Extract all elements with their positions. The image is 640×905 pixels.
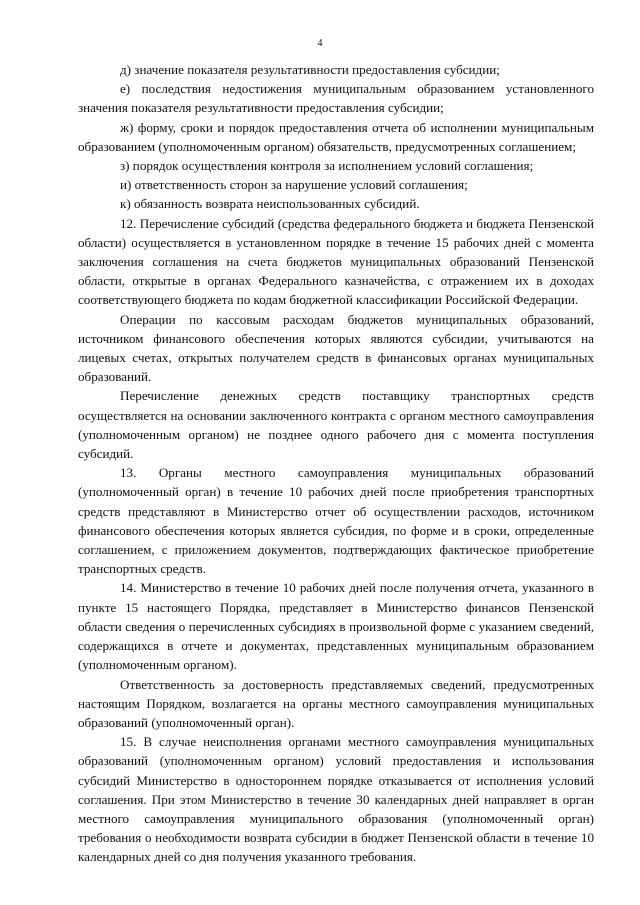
paragraph-item-i: и) ответственность сторон за нарушение условий соглашения; [120, 177, 468, 193]
paragraph-responsibility: Ответственность за достоверность представляемых сведений, предусмотренных настоящим Порядком, возлагается на органы местного самоуправления муниципальных образований (уполномоченный орган). [78, 676, 594, 730]
document-body [78, 60, 594, 867]
paragraph-item-z: з) порядок осуществления контроля за исполнением условий соглашения; [120, 158, 534, 174]
paragraph-section-12: 12. Перечисление субсидий (средства федерального бюджета и бюджета Пензенской области) осуществляется в установленном порядке в течение 15 рабочих дней с момента заключения соглашения на счета бюджетов муниципальных образований Пензенской области, открытые в органах Федерального казначейства, с отражением их в доходах соответствующего бюджета по кодам бюджетной классификации Российской Федерации. [78, 215, 594, 308]
paragraph-item-e: е) последствия недостижения муниципальным образованием установленного значения показателя результативности предоставления субсидии; [78, 81, 594, 116]
page-number: 4 [317, 38, 323, 49]
paragraph-section-15: 15. В случае неисполнения органами местного самоуправления муниципальных образований (уполномоченным органом) условий предоставления и использования субсидий Министерство в одностороннем порядке отказывается от исполнения условий соглашения. При этом Министерство в течение 30 календарных дней направляет в орган местного самоуправления муниципального образования (уполномоченный орган) требования о необходимости возврата субсидии в бюджет Пензенской области в течение 10 календарных дней со дня получения указанного требования. [78, 734, 594, 865]
paragraph-item-k: к) обязанность возврата неиспользованных субсидий. [120, 196, 420, 212]
paragraph-item-zh: ж) форму, сроки и порядок предоставления отчета об исполнении муниципальным образованием (уполномоченным органом) обязательств, предусмотренных соглашением; [78, 119, 594, 154]
paragraph-section-13: 13. Органы местного самоуправления муниципальных образований (уполномоченный орган) в течение 10 рабочих дней после приобретения транспортных средств представляют в Министерство отчет об осуществлении расходов, источником финансового обеспечения которых является субсидия, по форме и в сроки, определенные соглашением, с приложением документов, подтверждающих фактическое приобретение транспортных средств. [78, 465, 594, 577]
paragraph-item-d: д) значение показателя результативности предоставления субсидии; [120, 62, 500, 77]
paragraph-cash-operations: Операции по кассовым расходам бюджетов муниципальных образований, источником финансового обеспечения которых являются субсидии, учитываются на лицевых счетах, открытых получателем средств в финансовых органах муниципальных образований. [78, 311, 594, 385]
paragraph-supplier-transfer: Перечисление денежных средств поставщику транспортных средств осуществляется на основании заключенного контракта с органом местного самоуправления (уполномоченным органом) не позднее одного рабочего дня с момента поступления субсидий. [78, 388, 594, 462]
paragraph-section-14: 14. Министерство в течение 10 рабочих дней после получения отчета, указанного в пункте 15 настоящего Порядка, представляет в Министерство финансов Пензенской области сведения о перечисленных субсидиях в произвольной форме с указанием сведений, содержащихся в отчете и документах, представленных муниципальным образованием (уполномоченным органом). [78, 580, 594, 673]
